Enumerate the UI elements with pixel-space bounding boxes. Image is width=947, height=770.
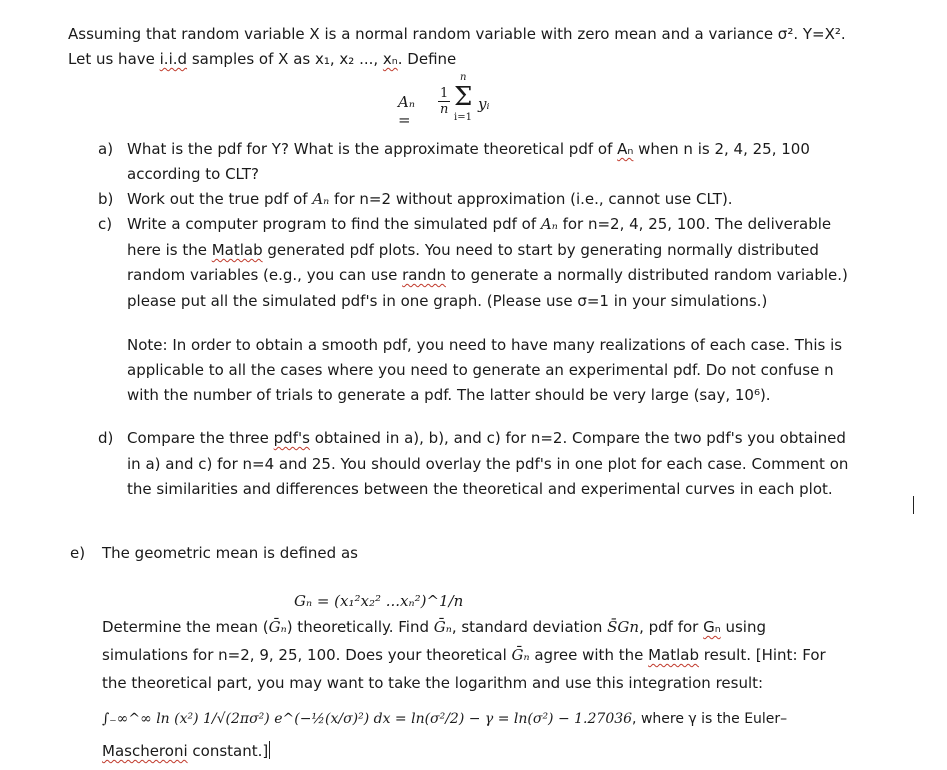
item-d-line-2: in a) and c) for n=4 and 25. You should overlay the pdf's in one plot for each case. Comment on bbox=[127, 455, 849, 473]
item-text: , where γ is the Euler– bbox=[632, 711, 788, 727]
item-c-line-3 bbox=[127, 265, 848, 285]
item-c-line-2 bbox=[127, 240, 819, 260]
item-a-line-2: according to CLT? bbox=[127, 165, 259, 183]
fraction-denominator: n bbox=[439, 102, 449, 117]
item-e-line-2 bbox=[102, 617, 766, 637]
item-text: obtained in a), b), and c) for n=2. Compare the two pdf's you obtained bbox=[309, 429, 846, 447]
geometric-mean-equation: Gₙ = (x₁²x₂² ...xₙ²)^1/n bbox=[294, 592, 464, 610]
spellcheck-word: Gₙ bbox=[703, 618, 721, 636]
math-symbol: Aₙ bbox=[540, 215, 558, 233]
intro-text: Assuming that random variable X is a normal random variable with zero mean and a variance σ². Y=X². bbox=[68, 25, 846, 43]
item-label-b: b) bbox=[98, 190, 114, 208]
spellcheck-word: Mascheroni bbox=[102, 742, 188, 760]
math-symbol: Ḡₙ bbox=[433, 618, 452, 636]
item-d-line-1 bbox=[127, 428, 846, 448]
item-d-line-3: the similarities and differences between the theoretical and experimental curves in each plot. bbox=[127, 480, 833, 498]
text-cursor bbox=[269, 741, 270, 759]
equation-fraction bbox=[438, 86, 450, 117]
text-cursor bbox=[913, 496, 914, 514]
item-text: when n is 2, 4, 25, 100 bbox=[633, 140, 810, 158]
math-symbol: Aₙ bbox=[312, 190, 330, 208]
fraction-numerator: 1 bbox=[440, 86, 449, 101]
item-c-line-1 bbox=[127, 214, 831, 234]
note-line-3: with the number of trials to generate a pdf. The latter should be very large (say, 10⁶). bbox=[127, 386, 771, 404]
item-label-e: e) bbox=[70, 544, 86, 562]
item-text: constant.] bbox=[187, 742, 269, 760]
item-label-d: d) bbox=[98, 429, 114, 447]
item-text: simulations for n=2, 9, 25, 100. Does your theoretical bbox=[102, 646, 512, 664]
intro-text: Let us have bbox=[68, 50, 160, 68]
item-text: Work out the true pdf of bbox=[127, 190, 313, 208]
equation-lhs: Aₙ = bbox=[398, 93, 415, 129]
spellcheck-word: i.i.d bbox=[159, 50, 188, 68]
math-symbol: Ḡₙ bbox=[268, 618, 287, 636]
spellcheck-word: randn bbox=[402, 266, 446, 284]
item-c-line-4: please put all the simulated pdf's in one graph. (Please use σ=1 in your simulations.) bbox=[127, 292, 768, 310]
sum-term: yᵢ bbox=[478, 95, 490, 113]
note-line-2: applicable to all the cases where you need to generate an experimental pdf. Do not confuse n bbox=[127, 361, 834, 379]
spellcheck-word: Aₙ bbox=[617, 140, 634, 158]
item-text: , standard deviation bbox=[451, 618, 608, 636]
item-label-a: a) bbox=[98, 140, 114, 158]
intro-text: samples of X as x₁, x₂ ..., bbox=[187, 50, 383, 68]
item-e-line-6 bbox=[102, 741, 270, 761]
spellcheck-word: Matlab bbox=[211, 241, 263, 259]
item-label-c: c) bbox=[98, 215, 113, 233]
item-text: What is the pdf for Y? What is the approximate theoretical pdf of bbox=[127, 140, 618, 158]
spellcheck-word: pdf's bbox=[273, 429, 310, 447]
item-text: generated pdf plots. You need to start by generating normally distributed bbox=[262, 241, 819, 259]
item-text: Determine the mean ( bbox=[102, 618, 269, 636]
item-text: Write a computer program to find the simulated pdf of bbox=[127, 215, 541, 233]
summation-symbol: Σ bbox=[454, 82, 473, 112]
math-symbol: S̄Gn bbox=[607, 618, 640, 636]
item-text: to generate a normally distributed random variable.) bbox=[445, 266, 848, 284]
integral-equation: ∫₋∞^∞ ln (x²) 1/√(2πσ²) e^(−½(x/σ)²) dx = ln(σ²/2) − γ = ln(σ²) − 1.27036 bbox=[102, 711, 633, 727]
item-text: result. [Hint: For bbox=[699, 646, 826, 664]
intro-line-2 bbox=[68, 49, 456, 69]
item-e-line-3 bbox=[102, 645, 826, 665]
intro-text: . Define bbox=[397, 50, 457, 68]
intro-line-1 bbox=[68, 24, 846, 44]
item-a-line-1 bbox=[127, 139, 810, 159]
item-text: agree with the bbox=[529, 646, 649, 664]
spellcheck-word: xₙ bbox=[382, 50, 398, 68]
item-text: , pdf for bbox=[639, 618, 704, 636]
spellcheck-word: Matlab bbox=[648, 646, 700, 664]
item-e-line-5 bbox=[102, 709, 787, 729]
item-text: for n=2, 4, 25, 100. The deliverable bbox=[557, 215, 832, 233]
item-text: for n=2 without approximation (i.e., cannot use CLT). bbox=[329, 190, 733, 208]
item-text: Compare the three bbox=[127, 429, 274, 447]
item-text: here is the bbox=[127, 241, 212, 259]
math-symbol: Ḡₙ bbox=[511, 646, 530, 664]
sum-upper-limit: n bbox=[460, 72, 467, 83]
item-e-line-1: The geometric mean is defined as bbox=[102, 544, 358, 562]
note-line-1: Note: In order to obtain a smooth pdf, you need to have many realizations of each case. This is bbox=[127, 336, 843, 354]
item-text: using bbox=[720, 618, 767, 636]
item-e-line-4: the theoretical part, you may want to take the logarithm and use this integration result: bbox=[102, 674, 764, 692]
item-text: ) theoretically. Find bbox=[286, 618, 434, 636]
item-text: random variables (e.g., you can use bbox=[127, 266, 403, 284]
item-b-line-1 bbox=[127, 189, 733, 209]
sum-lower-limit: i=1 bbox=[454, 112, 472, 123]
